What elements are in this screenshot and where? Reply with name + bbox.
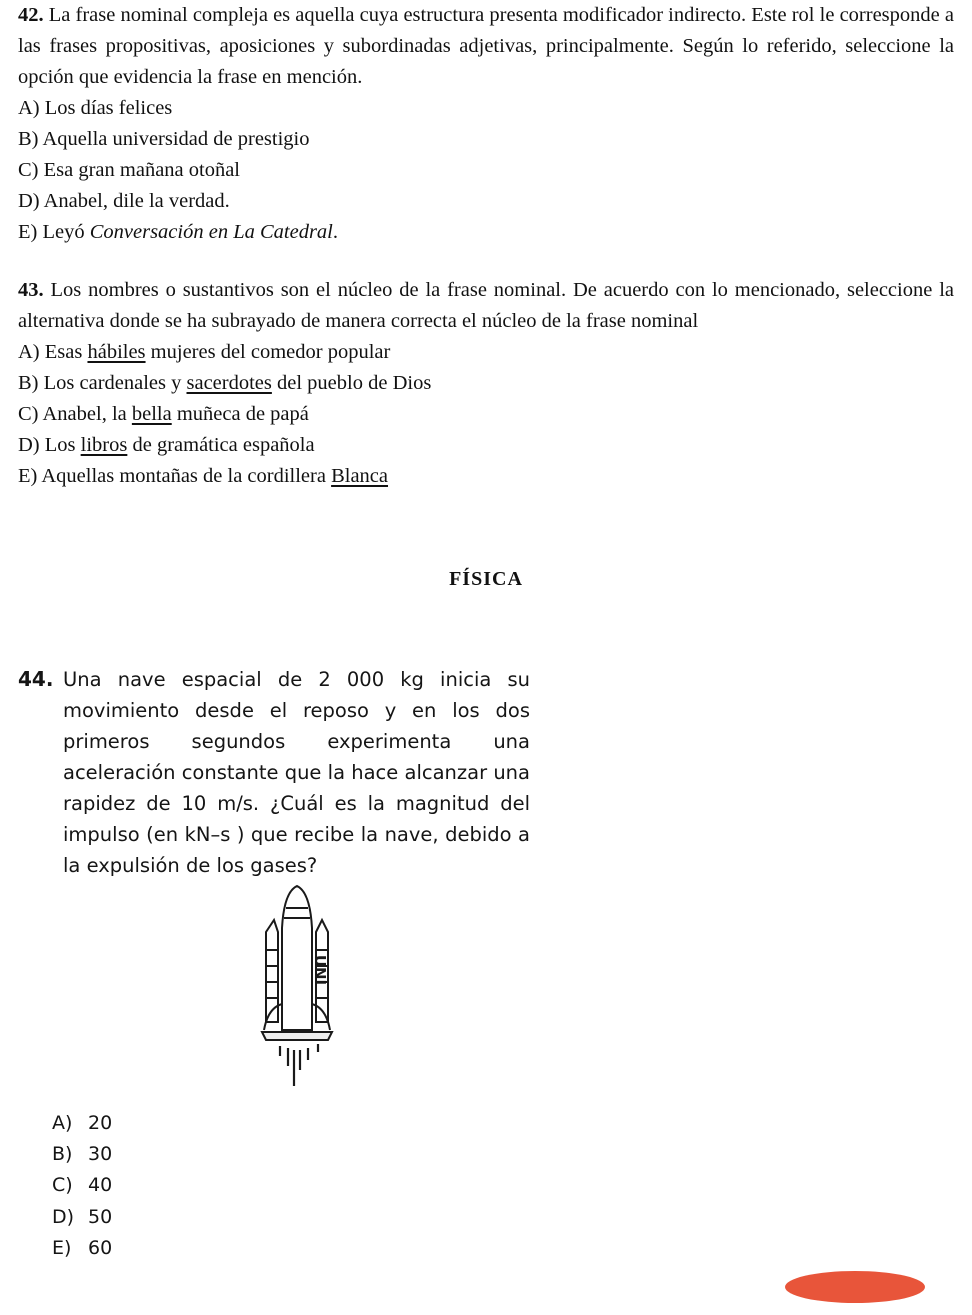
q42-option-b[interactable]: B) Aquella universidad de prestigio — [18, 128, 310, 150]
q44-option-e[interactable] — [52, 1233, 112, 1264]
question-43-text: Los nombres o sustantivos son el núcleo de la frase nominal. De acuerdo con lo mencionado, seleccione la alternativa donde se ha subrayado de manera correcta el núcleo de la frase nominal — [18, 279, 954, 332]
q43-c-underlined: bella — [131, 403, 172, 425]
question-44-number: 44. — [18, 667, 54, 691]
question-43-stem — [18, 275, 954, 337]
q44-e-letter: E) — [52, 1236, 72, 1259]
q42-option-d[interactable]: D) Anabel, dile la verdad. — [18, 190, 230, 212]
q42-option-e-suffix: . — [332, 221, 338, 243]
question-43 — [18, 275, 954, 492]
q44-c-value: 40 — [88, 1174, 113, 1197]
q42-option-e[interactable] — [18, 217, 954, 248]
rocket-figure — [238, 880, 348, 1095]
q44-option-d[interactable] — [52, 1202, 112, 1233]
q44-b-letter: B) — [52, 1143, 73, 1166]
q43-b-after: del pueblo de Dios — [271, 372, 432, 394]
q43-c-before: C) Anabel, la — [18, 403, 132, 425]
question-44 — [18, 664, 530, 881]
q43-a-underlined: hábiles — [87, 341, 146, 363]
rocket-base — [262, 1032, 332, 1040]
q44-options — [52, 1108, 112, 1264]
q44-a-value: 20 — [88, 1112, 113, 1134]
rocket-label: UNI — [311, 954, 329, 986]
question-42-number: 42. — [18, 4, 44, 26]
q44-b-value: 30 — [88, 1143, 113, 1166]
question-42-text: La frase nominal compleja es aquella cuya estructura presenta modificador indirecto. Este rol le corresponde a las frases propositivas, aposiciones y subordinadas adjetivas, principalmente. Según lo referido, seleccione la opción que evidencia la frase en mención. — [18, 4, 954, 88]
q42-option-e-prefix: E) Leyó — [18, 221, 90, 243]
q43-b-underlined: sacerdotes — [186, 372, 272, 394]
q43-a-after: mujeres del comedor popular — [145, 341, 391, 363]
q44-e-value: 60 — [88, 1236, 113, 1259]
q44-d-letter: D) — [52, 1205, 75, 1228]
q42-option-c[interactable]: C) Esa gran mañana otoñal — [18, 159, 241, 181]
q43-d-underlined: libros — [80, 434, 128, 456]
q43-a-before: A) Esas — [18, 341, 88, 363]
corner-decoration — [780, 1255, 930, 1315]
q44-option-b[interactable] — [52, 1139, 112, 1170]
corner-shape — [785, 1271, 925, 1303]
q43-option-a[interactable] — [18, 337, 954, 368]
q43-d-before: D) Los — [18, 434, 81, 456]
q43-c-after: muñeca de papá — [171, 403, 309, 425]
q43-option-c[interactable] — [18, 399, 954, 430]
q43-e-before: E) Aquellas montañas de la cordillera — [18, 465, 332, 487]
q43-e-underlined: Blanca — [331, 465, 389, 487]
exhaust-lines — [280, 1044, 318, 1086]
q44-a-letter: A) — [52, 1112, 73, 1134]
q44-c-letter: C) — [52, 1174, 73, 1197]
question-43-number: 43. — [18, 279, 44, 301]
q43-b-before: B) Los cardenales y — [18, 372, 187, 394]
q44-option-c[interactable] — [52, 1170, 112, 1201]
q42-option-e-title: Conversación en La Catedral — [89, 221, 333, 243]
q44-option-a[interactable] — [52, 1108, 112, 1139]
question-44-text: Una nave espacial de 2 000 kg inicia su movimiento desde el reposo y en los dos primeros segundos experimenta una aceleración constante que la hace alcanzar una rapidez de 10 m/s. ¿Cuál es la magnitud del impulso (en kN–s ) que recibe la nave, debido a la expulsión de los gases? — [63, 668, 530, 877]
section-title: FÍSICA — [449, 568, 523, 590]
q42-option-a[interactable]: A) Los días felices — [18, 97, 173, 119]
q43-option-d[interactable] — [18, 430, 954, 461]
q43-d-after: de gramática española — [127, 434, 315, 456]
q44-d-value: 50 — [88, 1205, 113, 1228]
q43-option-e[interactable] — [18, 461, 954, 492]
q43-option-b[interactable] — [18, 368, 954, 399]
question-42-stem — [18, 0, 954, 93]
question-42 — [18, 0, 954, 248]
